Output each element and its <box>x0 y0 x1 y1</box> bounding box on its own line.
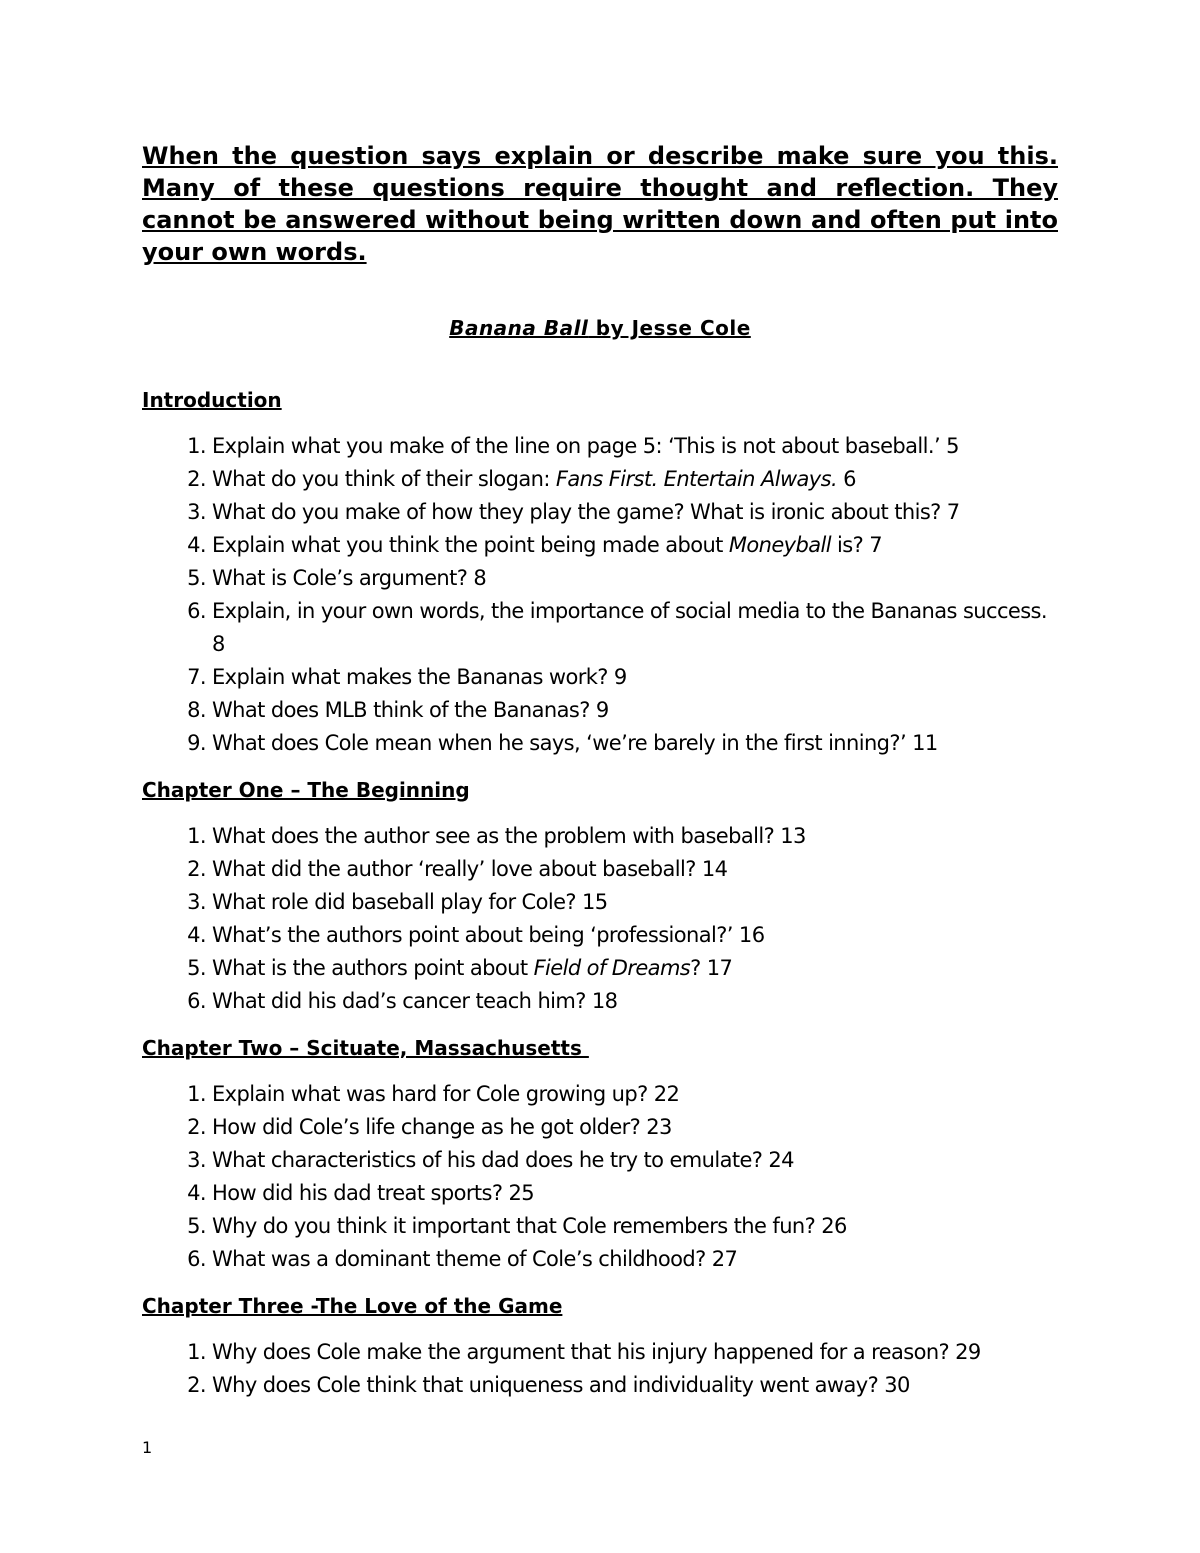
question-text: What is the authors point about <box>212 956 534 980</box>
question-item: 5. Why do you think it important that Cole remembers the fun? 26 <box>212 1210 1058 1243</box>
question-item: 1. What does the author see as the problem with baseball? 13 <box>212 820 1058 853</box>
question-text: Explain what you think the point being made about <box>212 533 729 557</box>
question-item: 3. What role did baseball play for Cole? 15 <box>212 886 1058 919</box>
question-item: 1. Explain what you make of the line on page 5: ‘This is not about baseball.’ 5 <box>212 430 1058 463</box>
question-emphasis: Field of Dreams <box>533 956 691 980</box>
section-chapter-one <box>142 778 1058 1018</box>
question-emphasis: Fans First. Entertain Always. <box>555 467 838 491</box>
question-item: 6. Explain, in your own words, the importance of social media to the Bananas success. 8 <box>212 595 1058 661</box>
question-list <box>142 1336 1058 1402</box>
question-emphasis: Moneyball <box>728 533 831 557</box>
question-list <box>142 430 1058 760</box>
question-item: 4. How did his dad treat sports? 25 <box>212 1177 1058 1210</box>
question-item: 1. Why does Cole make the argument that his injury happened for a reason? 29 <box>212 1336 1058 1369</box>
question-item: 5. What is Cole’s argument? 8 <box>212 562 1058 595</box>
document-title <box>142 316 1058 340</box>
section-chapter-two <box>142 1036 1058 1276</box>
question-item: 9. What does Cole mean when he says, ‘we’re barely in the first inning?’ 11 <box>212 727 1058 760</box>
section-heading: Chapter One – The Beginning <box>142 778 470 802</box>
question-item: 2. How did Cole’s life change as he got older? 23 <box>212 1111 1058 1144</box>
section-heading: Chapter Two – Scituate, Massachusetts <box>142 1036 589 1060</box>
question-item: 3. What characteristics of his dad does he try to emulate? 24 <box>212 1144 1058 1177</box>
question-item: 2. Why does Cole think that uniqueness and individuality went away? 30 <box>212 1369 1058 1402</box>
question-page-ref: 6 <box>837 467 856 491</box>
book-author: by Jesse Cole <box>588 316 751 340</box>
question-item: 8. What does MLB think of the Bananas? 9 <box>212 694 1058 727</box>
question-item: 7. Explain what makes the Bananas work? 9 <box>212 661 1058 694</box>
question-text: What do you think of their slogan: <box>212 467 556 491</box>
page-number: 1 <box>142 1438 153 1457</box>
question-list <box>142 1078 1058 1276</box>
question-item <box>212 529 1058 562</box>
question-item <box>212 952 1058 985</box>
question-item: 4. What’s the authors point about being ‘professional?’ 16 <box>212 919 1058 952</box>
section-introduction <box>142 388 1058 760</box>
question-item: 2. What did the author ‘really’ love about baseball? 14 <box>212 853 1058 886</box>
question-item: 6. What was a dominant theme of Cole’s childhood? 27 <box>212 1243 1058 1276</box>
question-item <box>212 463 1058 496</box>
section-heading: Chapter Three -The Love of the Game <box>142 1294 563 1318</box>
question-page-ref: is? 7 <box>830 533 883 557</box>
question-item: 6. What did his dad’s cancer teach him? 18 <box>212 985 1058 1018</box>
document-page <box>142 140 1058 1402</box>
question-list <box>142 820 1058 1018</box>
question-item: 3. What do you make of how they play the game? What is ironic about this? 7 <box>212 496 1058 529</box>
book-title: Banana Ball <box>449 316 589 340</box>
instruction-note: When the question says explain or describe make sure you this. Many of these questions require thought and reflection. They cannot be answered without being written down and often put into your own words. <box>142 142 1058 266</box>
question-item: 1. Explain what was hard for Cole growing up? 22 <box>212 1078 1058 1111</box>
question-page-ref: ? 17 <box>690 956 733 980</box>
section-chapter-three <box>142 1294 1058 1402</box>
section-heading: Introduction <box>142 388 282 412</box>
